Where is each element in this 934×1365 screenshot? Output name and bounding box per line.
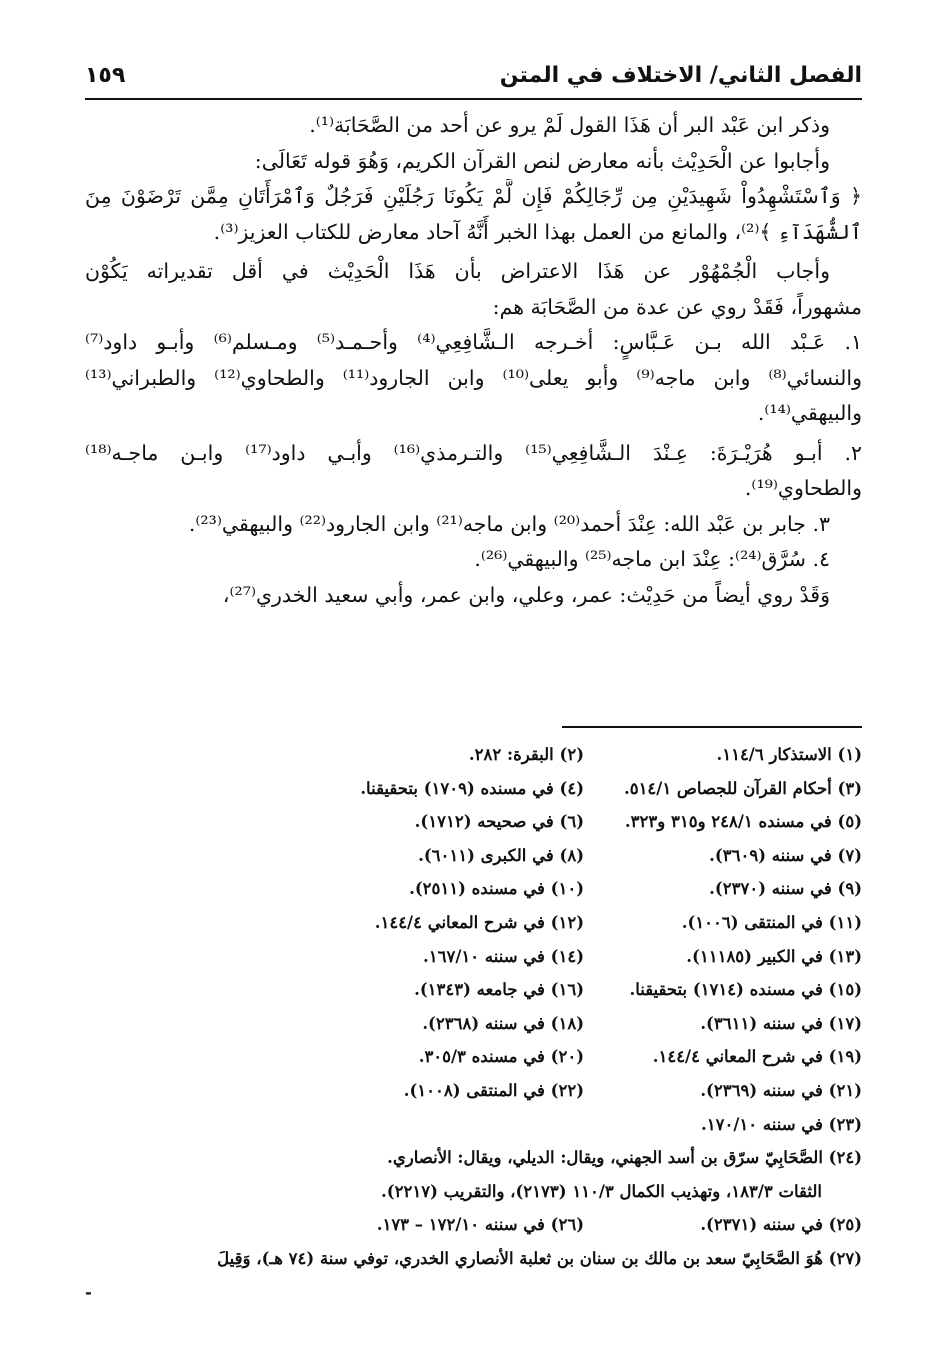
footnote-row xyxy=(85,839,862,873)
footnote: (١٥) في مسنده (١٧١٤) بتحقيقنا. xyxy=(629,980,862,1000)
footnote: (٢٧) هُوَ الصَّحَابِيّ سعد بن مالك بن سنان بن ثعلبة الأنصاري الخدري، توفي سنة (٧٤ هـ)، وَقِيلَ xyxy=(217,1248,862,1268)
footnote: (٩) في سننه (٢٣٧٠). xyxy=(709,879,862,899)
footnote-continuation: - xyxy=(85,1282,92,1302)
paragraph-line: وأجاب الْجُمْهُوْر عن هَذَا الاعتراض بأن هَذَا الْحَدِيْث في أقل تقديراته يَكُوْن xyxy=(85,259,830,283)
footnote-row xyxy=(85,1007,862,1041)
footnote: (٧) في سننه (٣٦٠٩). xyxy=(709,845,862,865)
footnote-row xyxy=(85,906,862,940)
footnote-row xyxy=(85,805,862,839)
footnote: (١٧) في سننه (٣٦١١). xyxy=(700,1013,862,1033)
footnote: (١٤) في سننه ١٦٧/١٠. xyxy=(423,946,584,966)
footnote: (٦) في صحيحه (١٧١٢). xyxy=(414,812,584,832)
footnote: (١٣) في الكبير (١١١٨٥). xyxy=(686,946,862,966)
list-item-continuation: والنسائي⁽⁸⁾ وابن ماجه⁽⁹⁾ وأبو يعلى⁽¹⁰⁾ وابن الجارود⁽¹¹⁾ والطحاوي⁽¹²⁾ والطبراني⁽¹³⁾ xyxy=(85,365,862,390)
footnote-row xyxy=(85,1074,862,1108)
list-item: ٣. جابر بن عَبْد الله: عِنْدَ أحمد⁽²⁰⁾ وابن ماجه⁽²¹⁾ وابن الجارود⁽²²⁾ والبيهقي⁽²³⁾. xyxy=(188,511,830,536)
quran-verse-line: ﴿ وَٱسْتَشْهِدُواْ شَهِيدَيْنِ مِن رِّجَالِكُمْ فَإِن لَّمْ يَكُونَا رَجُلَيْنِ فَرَجُلٌ وَٱمْرَأَتَانِ مِمَّن تَرْضَوْنَ مِنَ xyxy=(85,184,862,208)
list-item: ١. عَـبْد الله بـن عَـبَّاسٍ: أخـرجه الـشَّافِعِي⁽⁴⁾ وأحـمـد⁽⁵⁾ ومـسلم⁽⁶⁾ وأبـو داود⁽⁷⁾ xyxy=(85,330,862,354)
footnote: (٢٥) في سننه (٢٣٧١). xyxy=(700,1215,862,1235)
footnote-row xyxy=(85,940,862,974)
footnote-row xyxy=(85,772,862,806)
footnote: (٢٣) في سننه ١٧٠/١٠. xyxy=(701,1114,862,1134)
main-text xyxy=(85,108,862,613)
paragraph-line: وَقَدْ روي أيضاً من حَدِيْث: عمر، وعلي، وابن عمر، وأبي سعيد الخدري⁽²⁷⁾، xyxy=(222,582,830,607)
footnote: (٢٢) في المنتقى (١٠٠٨). xyxy=(403,1080,584,1100)
paragraph-line: مشهوراً، فَقَدْ روي عن عدة من الصَّحَابَة هم: xyxy=(492,294,862,319)
footnote: (١٢) في شرح المعاني ١٤٤/٤. xyxy=(374,912,584,932)
footnotes xyxy=(85,738,862,1309)
footnote: (١١) في المنتقى (١٠٠٦). xyxy=(681,912,862,932)
paragraph-line: وذكر ابن عَبْد البر أن هَذَا القول لَمْ يرو عن أحد من الصَّحَابَة⁽¹⁾. xyxy=(309,113,830,137)
list-item-continuation: والطحاوي⁽¹⁹⁾. xyxy=(744,476,862,500)
paragraph-line: وأجابوا عن الْحَدِيْث بأنه معارض لنص القرآن الكريم، وَهُوَ قوله تَعَالَى: xyxy=(254,148,830,173)
footnote-row xyxy=(85,1208,862,1242)
footnote: (٢) البقرة: ٢٨٢. xyxy=(468,745,584,764)
footnote: (٢٤) الصَّحَابِيّ سرّق بن أسد الجهني، ويقال: الديلي، ويقال: الأنصاري. xyxy=(387,1148,862,1168)
footnote-row xyxy=(85,1040,862,1074)
footnote: (٥) في مسنده ٢٤٨/١ و٣١٥ و٣٢٣. xyxy=(624,812,862,832)
list-item-continuation: والبيهقي⁽¹⁴⁾. xyxy=(757,401,862,425)
footnote: (٢٦) في سننه ١٧٢/١٠ – ١٧٣. xyxy=(376,1215,584,1235)
quran-verse-line: ٱلشُّهَدَآءِ ﴾⁽²⁾، والمانع من العمل بهذا الخبر أَنَّهُ آحاد معارض للكتاب العزيز⁽³⁾. xyxy=(213,219,862,244)
footnote: (١٩) في شرح المعاني ١٤٤/٤. xyxy=(652,1047,862,1067)
footnote: (٨) في الكبرى (٦٠١١). xyxy=(418,845,584,865)
footnote-separator xyxy=(562,726,862,728)
footnote: (٤) في مسنده (١٧٠٩) بتحقيقنا. xyxy=(360,778,584,798)
footnote: (١) الاستذكار ١١٤/٦. xyxy=(716,745,862,764)
footnote: (١٨) في سننه (٢٣٦٨). xyxy=(422,1013,584,1033)
footnote: (١٠) في مسنده (٢٥١١). xyxy=(409,879,584,899)
list-item: ٤. سُرَّق⁽²⁴⁾: عِنْدَ ابن ماجه⁽²⁵⁾ والبيهقي⁽²⁶⁾. xyxy=(474,547,830,571)
footnote: (٢١) في سننه (٢٣٦٩). xyxy=(700,1080,862,1100)
chapter-title: الفصل الثاني/ الاختلاف في المتن xyxy=(499,63,862,88)
footnote-continuation: الثقات ١٨٣/٣، وتهذيب الكمال ١١٠/٣ (٢١٧٣)، والتقريب (٢٢١٧). xyxy=(381,1181,822,1201)
footnote: (١٦) في جامعه (١٣٤٣). xyxy=(414,980,584,1000)
footnote-row xyxy=(85,872,862,906)
footnote: (٣) أحكام القرآن للجصاص ٥١٤/١. xyxy=(623,778,862,798)
footnote-row xyxy=(85,738,862,772)
book-page xyxy=(85,50,862,1350)
list-item: ٢. أبـو هُرَيْـرَةَ: عِـنْدَ الـشَّافِعِي⁽¹⁵⁾ والتـرمذي⁽¹⁶⁾ وأبـي داود⁽¹⁷⁾ وابـن ماجـه⁽¹⁸⁾ xyxy=(85,440,862,465)
page-number: ١٥٩ xyxy=(85,63,126,88)
footnote-row xyxy=(85,973,862,1007)
page-header xyxy=(85,58,862,100)
footnote: (٢٠) في مسنده ٣٠٥/٣. xyxy=(418,1047,584,1067)
